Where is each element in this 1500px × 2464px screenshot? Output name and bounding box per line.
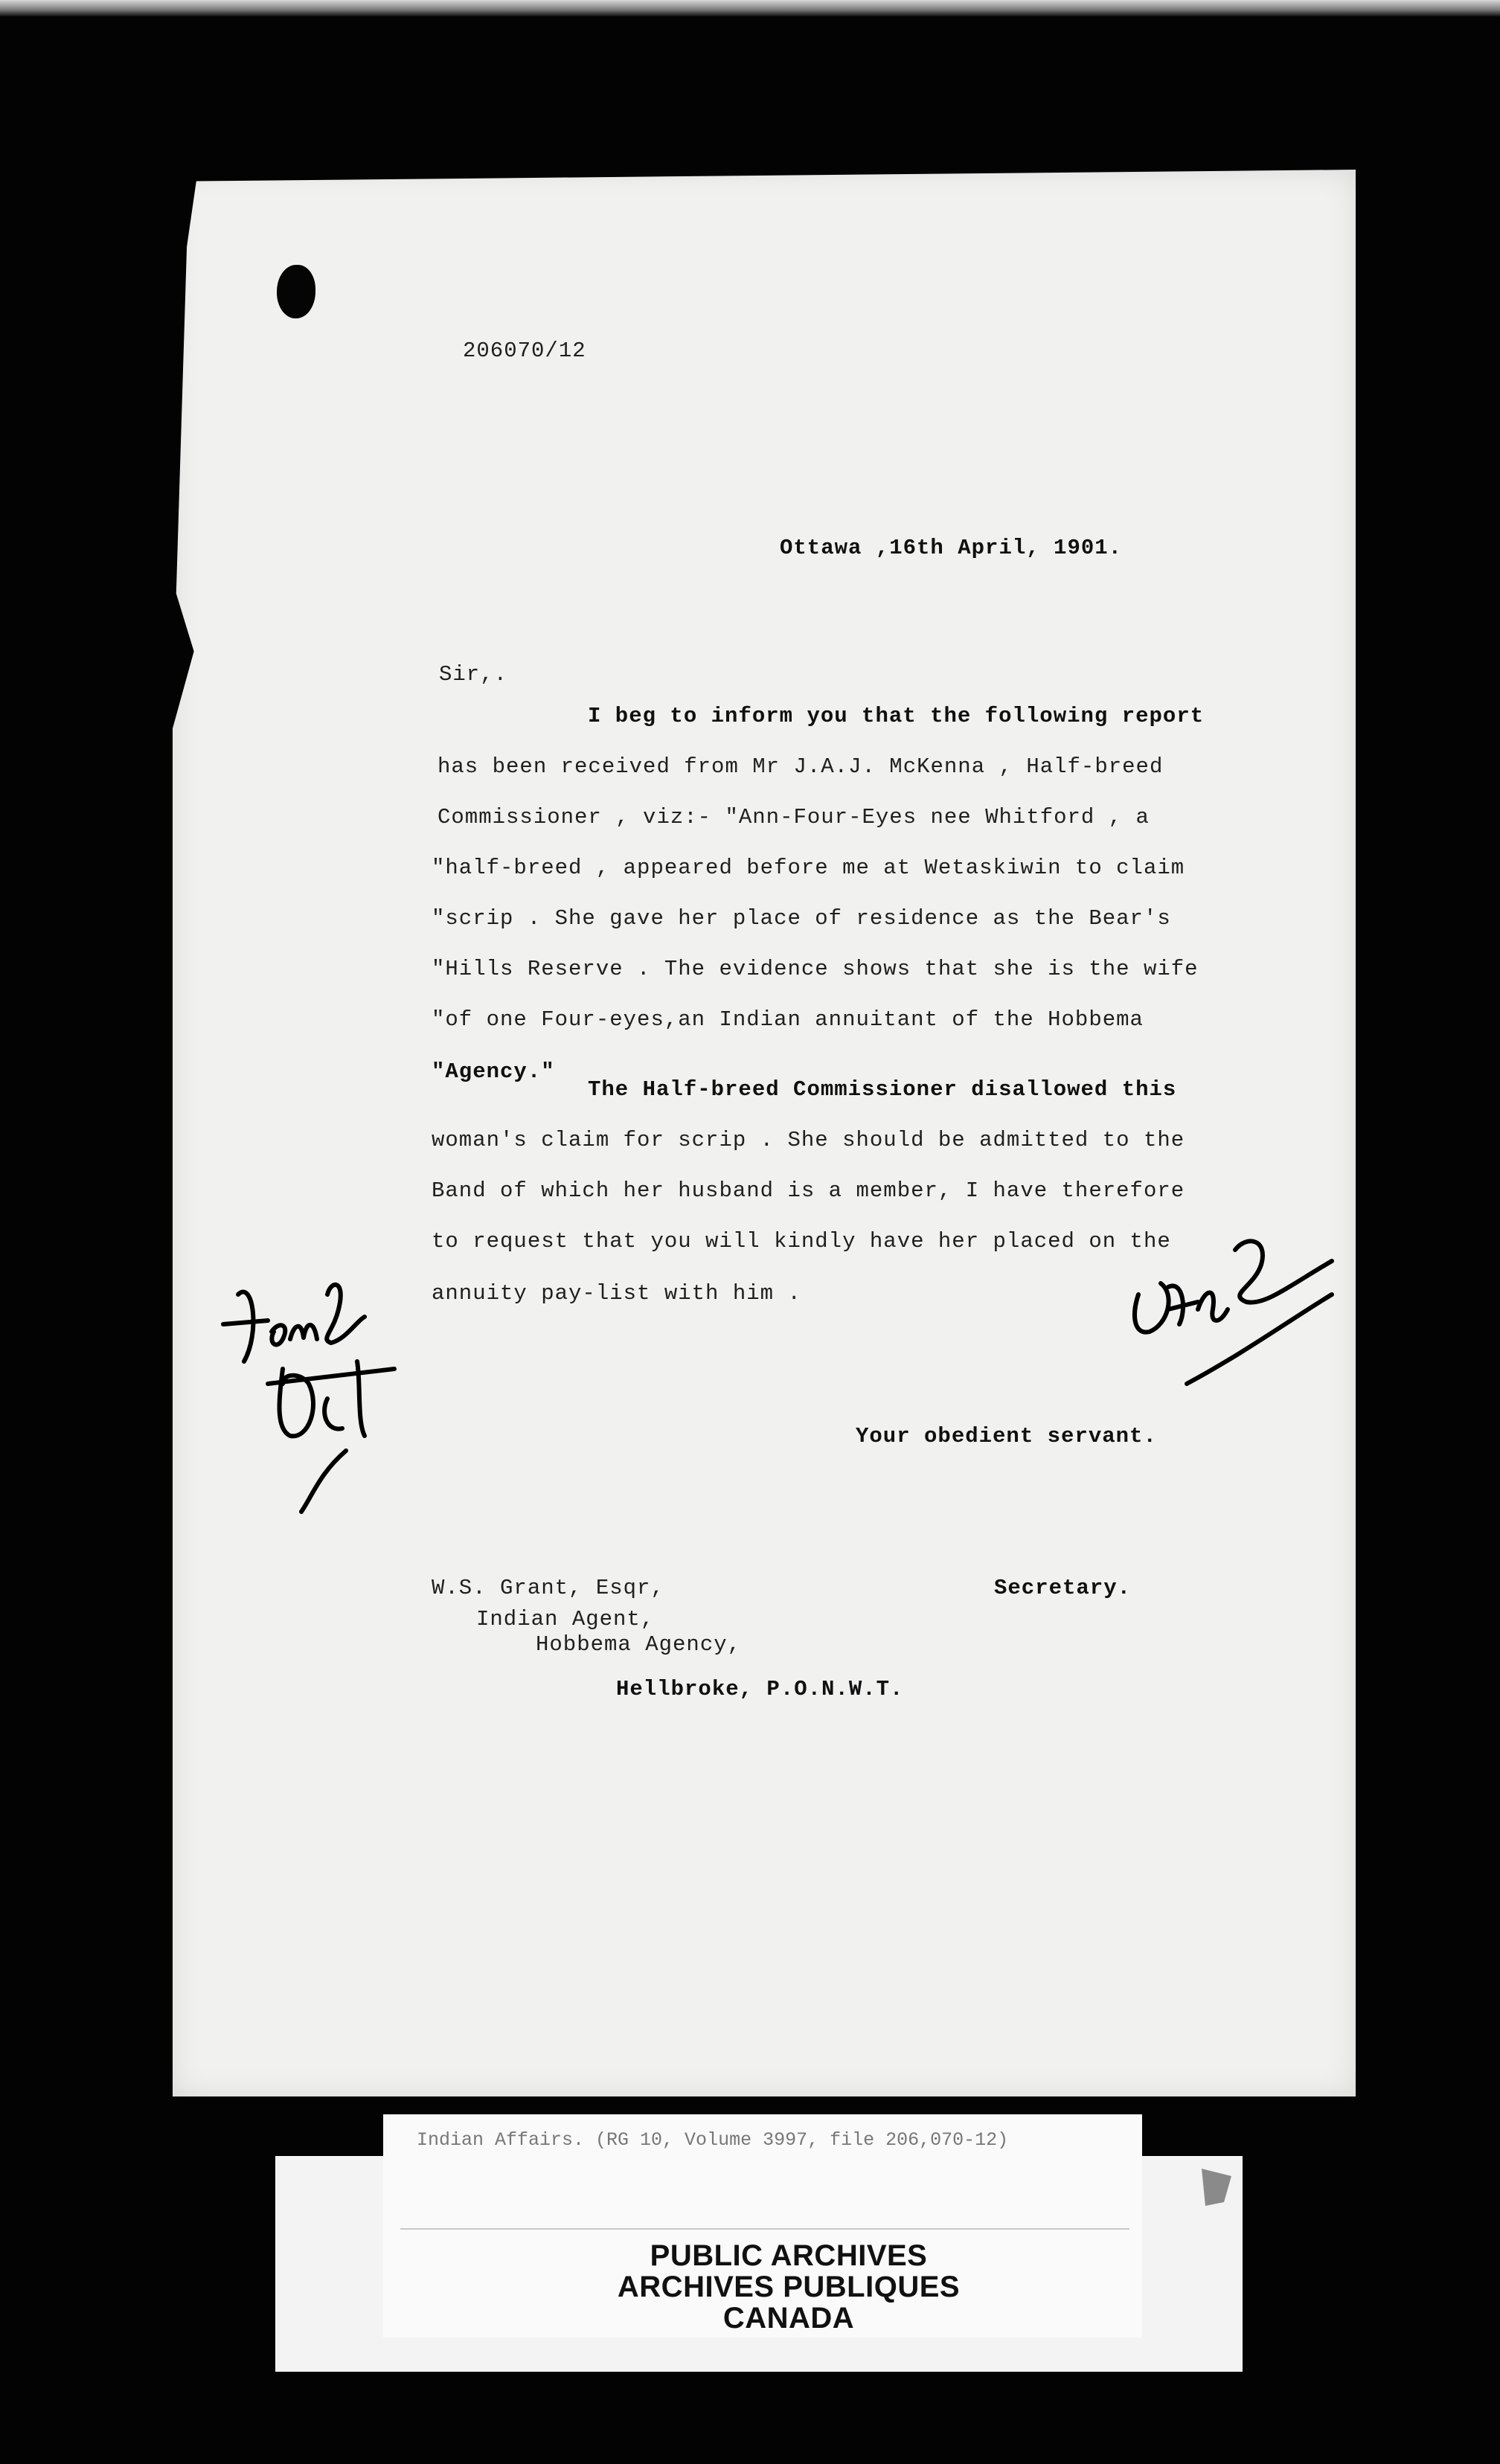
faint-stamp	[929, 1518, 1109, 1569]
body-line: woman's claim for scrip . She should be admitted to the	[432, 1128, 1185, 1152]
address-line: W.S. Grant, Esqr,	[432, 1576, 664, 1600]
body-line: annuity pay-list with him .	[432, 1281, 801, 1306]
punch-hole	[277, 265, 315, 318]
body-line: "of one Four-eyes,an Indian annuitant of the Hobbema	[432, 1007, 1144, 1032]
body-line: Band of which her husband is a member, I have therefore	[432, 1178, 1185, 1203]
archive-stamp-line: CANADA	[722, 2302, 855, 2335]
body-line: The Half-breed Commissioner disallowed this	[588, 1077, 1177, 1102]
body-line: "Hills Reserve . The evidence shows that she is the wife	[432, 957, 1199, 981]
archive-stamp-line: PUBLIC ARCHIVES	[650, 2239, 928, 2272]
body-line: Commissioner , viz:- "Ann-Four-Eyes nee Whitford , a	[438, 805, 1150, 830]
initials-signature	[1116, 1205, 1339, 1399]
closing: Your obedient servant.	[856, 1424, 1157, 1448]
dateline: Ottawa ,16th April, 1901.	[780, 536, 1123, 560]
body-line: has been received from Mr J.A.J. McKenna , Half-breed	[438, 754, 1164, 779]
body-line: I beg to inform you that the following report	[588, 704, 1205, 728]
handwritten-note-left	[208, 1250, 432, 1525]
archive-stamp-line: ARCHIVES PUBLIQUES	[617, 2271, 961, 2303]
body-line: "scrip . She gave her place of residence as the Bear's	[432, 906, 1171, 931]
archive-reference: Indian Affairs. (RG 10, Volume 3997, file 206,070-12)	[417, 2129, 1009, 2151]
file-number: 206070/12	[463, 339, 586, 363]
ink-smudge	[1194, 2161, 1239, 2213]
address-line: Hellbroke, P.O.N.W.T.	[616, 1677, 904, 1701]
body-line: to request that you will kindly have her placed on the	[432, 1229, 1171, 1254]
body-line: "half-breed , appeared before me at Wetaskiwin to claim	[432, 856, 1185, 880]
signatory-title: Secretary.	[994, 1576, 1132, 1600]
body-line: "Agency."	[432, 1059, 555, 1084]
scan-border	[0, 0, 1500, 16]
address-line: Indian Agent,	[476, 1607, 655, 1632]
salutation: Sir,.	[439, 662, 508, 687]
address-line: Hobbema Agency,	[536, 1632, 742, 1657]
